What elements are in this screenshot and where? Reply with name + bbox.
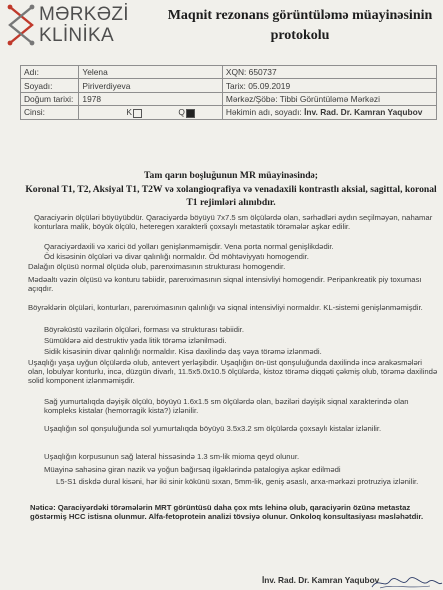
name-label: Adı: (21, 66, 79, 79)
finding-liver: Qaraciyərin ölçüləri böyüyübdür. Qaraciyərdə böyüyü 7x7.5 sm ölçülərdə olan, sərhədləri aydın seçilməyən, nahamar konturlara malik, böyük ölçülü, heteregen xarakterli çoxsaylı metastatik törəmələr aşkar edilir. (34, 213, 433, 232)
finding-gallbladder: Öd kisəsinin ölçüləri və divar qalınlığı normaldır. Öd möhtəviyyatı homogendir. (44, 252, 309, 261)
report-sequences: Koronal T1, T2, Aksiyal T1, T2W və xolangioqrafiya və venadaxili kontrastlı aksial, sagittal, koronal T1 rejimləri alınıbdır. (25, 184, 437, 209)
logo-line-1: MƏRKƏZİ (39, 4, 129, 25)
finding-pancreas: Mədəaltı vəzin ölçüsü və konturu təbiidir, parenximasının siqnal intensivliyi homogendir. Peripankreatik piy toxuması açıqdır. (28, 275, 422, 294)
doctor-label: Həkimin adı, soyadı: (225, 107, 302, 118)
finding-kidneys: Böyrəklərin ölçüləri, konturları, parenximasının qalınlığı və siqnal intensivliyi normaldır. KL-sistemi genişlənməmişdir. (28, 303, 423, 312)
clinic-logo (6, 4, 156, 48)
sex-female-label: Q (178, 107, 185, 118)
finding-myoma: Uşaqlığın korpusunun sağ lateral hissəsində 1.3 sm-lik mioma qeyd olunur. (44, 452, 300, 461)
finding-bones: Sümüklərə aid destruktiv yada litik törəmə izlənilmədi. (44, 336, 227, 345)
finding-uterus: Uşaqlığı yaşa uyğun ölçülərdə olub, antevert yerləşibdir. Uşaqlığın ön-üst qonşuluğunda daxilində incə arakəsmələri olan, lobulyar konturlu, incə, düzgün divarlı, 11.5x5.0x10.5 ölçülərdə, kistoz törəmə diqqəti çəkmiş olub, törəmə daxilində solid komponent izlənməmişdir. (28, 358, 438, 386)
doctor-name: İnv. Rad. Dr. Kamran Yaqubov (304, 107, 423, 118)
patient-info-table (20, 65, 437, 120)
logo-line-2: KLİNİKA (39, 25, 114, 46)
report-heading: Tam qarın boşluğunun MR müayinəsində; (144, 170, 318, 181)
page-title: Maqnit rezonans görüntüləmə müayinəsinin protokolu (167, 8, 433, 43)
dob-value: 1978 (79, 92, 222, 105)
sex-female-checkbox (186, 109, 195, 118)
finding-spleen: Dalağın ölçüsü normal ölçüdə olub, parenximasının strukturası homogendir. (28, 262, 286, 271)
finding-spine: L5-S1 diskdə dural kisəni, hər iki sinir kökünü sıxan, 5mm-lik, geniş əsaslı, arxa-mərkəzi protruziya izlənilir. (56, 477, 419, 486)
sex-label: Cinsi: (21, 106, 79, 119)
finding-left-ovary: Uşaqlığın sol qonşuluğunda sol yumurtalıqda böyüyü 3.5x3.2 sm ölçülərdə çoxsaylı kistalar izlənilir. (44, 424, 382, 433)
finding-bile-ducts: Qaraciyərdaxili və xarici öd yolları genişlənməmişdir. Vena porta normal genişlikdədir. (44, 242, 334, 251)
finding-bladder: Sidik kisəsinin divar qalınlığı normaldır. Kisə daxilində daş vəya törəmə izlənmədi. (44, 347, 322, 356)
xqn-value: XQN: 650737 (222, 66, 436, 79)
surname-label: Soyadı: (21, 79, 79, 92)
doctor-cell (222, 106, 436, 119)
finding-bowel: Müayinə sahəsinə giran nazik və yoğun bağırsaq ilgəklərində patalogiya aşkar edilmədi (44, 465, 341, 474)
sex-male-label: K (126, 107, 133, 118)
sex-male-checkbox (133, 109, 142, 118)
sex-options (79, 106, 222, 119)
surname-value: Piriverdiyeva (79, 79, 222, 92)
finding-adrenals: Böyrəküstü vəzilərin ölçüləri, forması və strukturası təbiidir. (44, 325, 244, 334)
handwritten-signature (370, 575, 443, 590)
dob-label: Doğum tarixi: (21, 92, 79, 105)
name-value: Yelena (79, 66, 222, 79)
department-value: Mərkəz/Şöbə: Tibbi Görüntüləmə Mərkəzi (222, 92, 436, 105)
dna-helix-icon (6, 4, 36, 46)
date-value: Tarix: 05.09.2019 (222, 79, 436, 92)
finding-right-ovary: Sağ yumurtalıqda dəyişik ölçülü, böyüyü 1.6x1.5 sm ölçülərdə olan, bəziləri dəyişik siqnal xarakterində olan kompleks kistalar (hemorragik kista?) izlənilir. (44, 397, 409, 416)
doctor-signature-name: İnv. Rad. Dr. Kamran Yaqubov (262, 575, 380, 585)
conclusion-note: Nəticə: Qaraciyərdəki törəmələrin MRT görüntüsü daha çox mts lehinə olub, qaraciyərin özünə metastaz göstərmiş HCC istisna olunmur. Alfa-fetoprotein analizi tövsiyə olunur. Onkoloq konsultasiyası məsləhətdir. (30, 503, 424, 522)
